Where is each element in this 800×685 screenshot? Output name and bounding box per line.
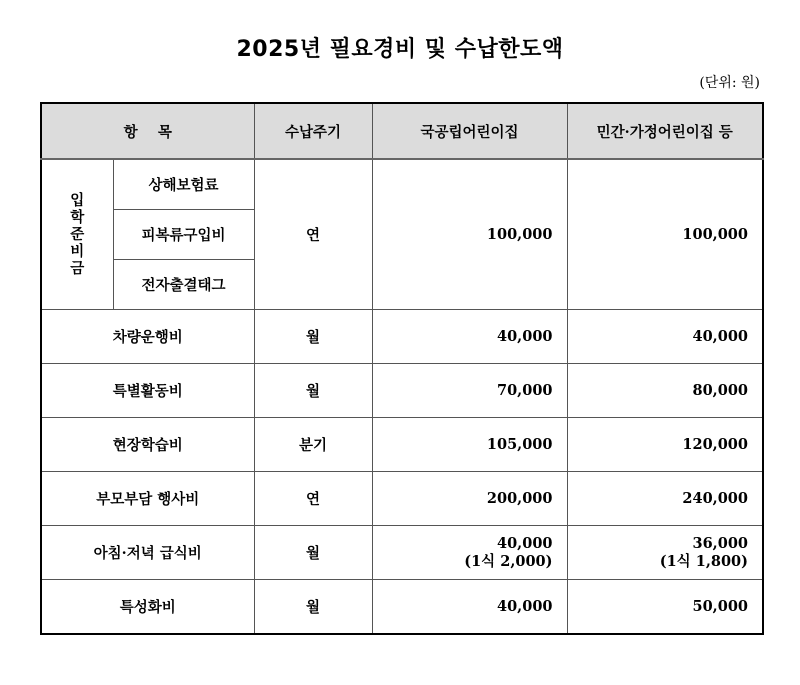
row-item: 현장학습비 xyxy=(41,418,254,472)
table-row xyxy=(41,526,763,580)
header-cycle: 수납주기 xyxy=(254,103,372,159)
table-row xyxy=(41,580,763,635)
row-item: 차량운행비 xyxy=(41,310,254,364)
table-header-row xyxy=(41,103,763,159)
admission-private: 100,000 xyxy=(567,159,763,310)
row-private: 240,000 xyxy=(567,472,763,526)
table-row xyxy=(41,310,763,364)
row-item: 부모부담 행사비 xyxy=(41,472,254,526)
row-public-note: (1식 2,000) xyxy=(464,552,553,570)
admission-group-label xyxy=(41,159,113,310)
row-item: 아침·저녁 급식비 xyxy=(41,526,254,580)
row-public xyxy=(372,526,567,580)
row-public: 40,000 xyxy=(372,580,567,635)
header-public: 국공립어린이집 xyxy=(372,103,567,159)
row-public: 200,000 xyxy=(372,472,567,526)
admission-char: 학 xyxy=(70,209,85,226)
admission-char: 금 xyxy=(70,260,85,277)
table-row xyxy=(41,472,763,526)
page-title: 2025년 필요경비 및 수납한도액 xyxy=(236,37,564,62)
unit-label: (단위: 원) xyxy=(699,75,760,91)
row-private-note: (1식 1,800) xyxy=(659,552,748,570)
row-cycle: 분기 xyxy=(254,418,372,472)
header-item: 항 목 xyxy=(41,103,254,159)
row-public: 70,000 xyxy=(372,364,567,418)
row-cycle: 월 xyxy=(254,310,372,364)
row-item: 특성화비 xyxy=(41,580,254,635)
row-private: 40,000 xyxy=(567,310,763,364)
admission-char: 준 xyxy=(70,226,85,243)
table-row xyxy=(41,364,763,418)
table-row-admission xyxy=(41,159,763,210)
admission-char: 입 xyxy=(70,192,85,209)
table-row xyxy=(41,418,763,472)
row-private-value: 36,000 xyxy=(692,534,748,552)
row-private: 80,000 xyxy=(567,364,763,418)
admission-sub-item: 피복류구입비 xyxy=(113,210,254,260)
admission-cycle: 연 xyxy=(254,159,372,310)
row-cycle: 월 xyxy=(254,526,372,580)
row-private: 50,000 xyxy=(567,580,763,635)
row-public: 40,000 xyxy=(372,310,567,364)
admission-sub-item: 전자출결태그 xyxy=(113,260,254,310)
row-private xyxy=(567,526,763,580)
admission-char: 비 xyxy=(70,243,85,260)
fee-table xyxy=(40,102,764,635)
row-private: 120,000 xyxy=(567,418,763,472)
row-cycle: 연 xyxy=(254,472,372,526)
admission-sub-item: 상해보험료 xyxy=(113,159,254,210)
row-cycle: 월 xyxy=(254,580,372,635)
row-cycle: 월 xyxy=(254,364,372,418)
header-private: 민간·가정어린이집 등 xyxy=(567,103,763,159)
row-item: 특별활동비 xyxy=(41,364,254,418)
row-public: 105,000 xyxy=(372,418,567,472)
admission-public: 100,000 xyxy=(372,159,567,310)
row-public-value: 40,000 xyxy=(497,534,553,552)
